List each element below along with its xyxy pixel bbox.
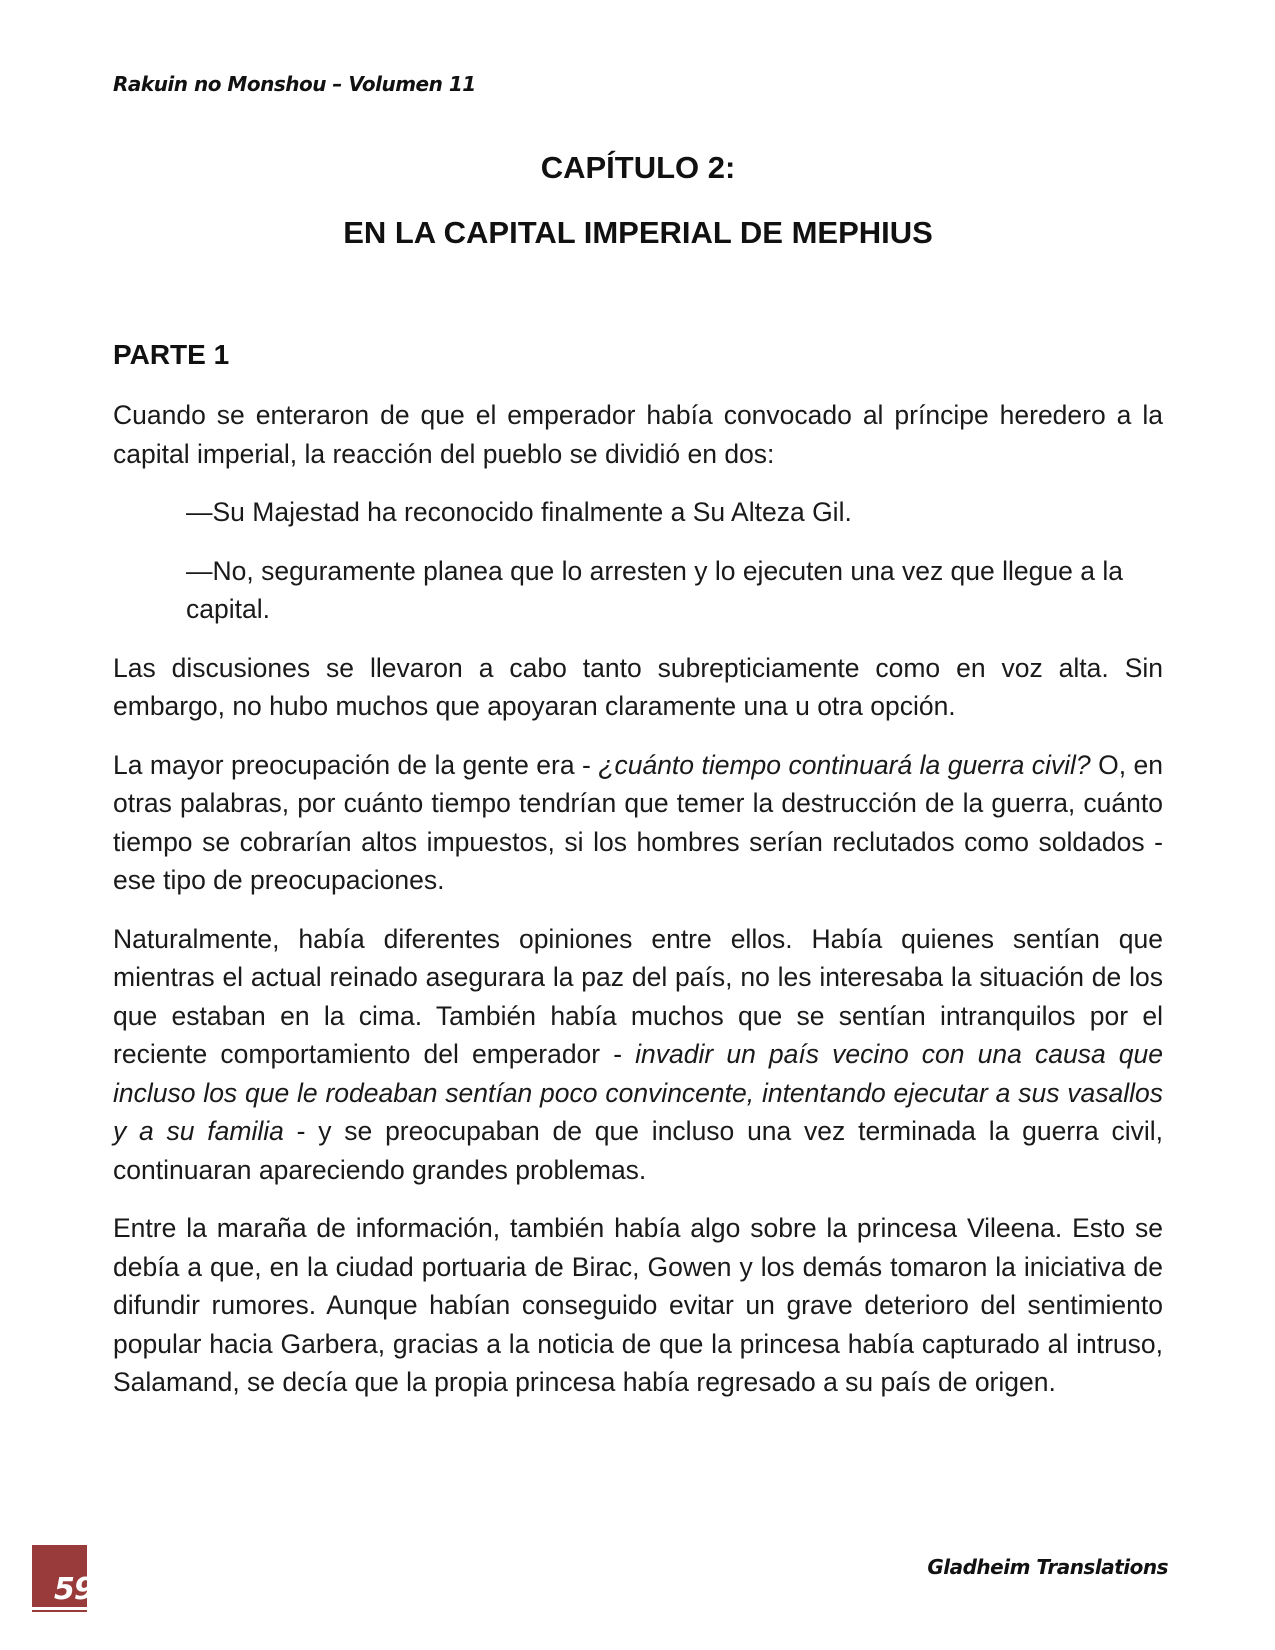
paragraph: Entre la maraña de información, también había algo sobre la princesa Vileena. Esto se debía a que, en la ciudad portuaria de Birac, Gowen y los demás tomaron la iniciativa de difundir rumores. Aunque habían conseguido evitar un grave deterioro del sentimiento popular hacia Garbera, gracias a la noticia de que la princesa había capturado al intruso, Salamand, se decía que la propia princesa había regresado a su país de origen. <box>113 1213 1163 1397</box>
paragraph: Las discusiones se llevaron a cabo tanto subrepticiamente como en voz alta. Sin embargo, no hubo muchos que apoyaran claramente una u otra opción. <box>113 652 1163 721</box>
dialogue-line: —Su Majestad ha reconocido finalmente a Su Alteza Gil. <box>186 497 852 527</box>
text-run: Naturalmente, había diferentes opiniones entre ellos. Había quienes sentían que mientras el actual reinado asegurara la paz del país, no les interesaba la situación de los que estaban en la cima. También había muchos que se sentían intranquilos por el reciente comportamiento del emperador - <box>113 923 1163 1069</box>
text-run: O, en otras palabras, por cuánto tiempo tendrían que temer la destrucción de la guerra, cuánto tiempo se cobrarían altos impuestos, si los hombres serían reclutados como soldados - ese tipo de preocupaciones. <box>113 749 1163 895</box>
text-run: La mayor preocupación de la gente era - <box>113 749 599 780</box>
italic-text-run: invadir un país vecino con una causa que incluso los que le rodeaban sentían poco convincente, intentando ejecutar a sus vasallos y a su familia <box>113 1039 1163 1146</box>
section-heading: PARTE 1 <box>113 339 230 370</box>
text-run: - y se preocupaban de que incluso una vez terminada la guerra civil, continuaran apareciendo grandes problemas. <box>113 1116 1164 1185</box>
paragraph <box>113 920 1163 1190</box>
chapter-number: CAPÍTULO 2: <box>540 150 736 185</box>
dialogue-line: —No, seguramente planea que lo arresten y lo ejecuten una vez que llegue a la capital. <box>186 555 1123 624</box>
page-number: 59 <box>54 1572 94 1607</box>
paragraph: Cuando se enteraron de que el emperador había convocado al príncipe heredero a la capital imperial, la reacción del pueblo se dividió en dos: <box>113 400 1163 469</box>
italic-text-run: ¿cuánto tiempo continuará la guerra civil? <box>598 749 1091 780</box>
page-number-underline <box>32 1607 87 1610</box>
footer-credit: Gladheim Translations <box>927 1555 1168 1579</box>
running-header: Rakuin no Monshou – Volumen 11 <box>113 72 476 96</box>
chapter-title: EN LA CAPITAL IMPERIAL DE MEPHIUS <box>343 215 933 250</box>
body-text <box>113 396 1163 1422</box>
paragraph <box>113 746 1163 900</box>
